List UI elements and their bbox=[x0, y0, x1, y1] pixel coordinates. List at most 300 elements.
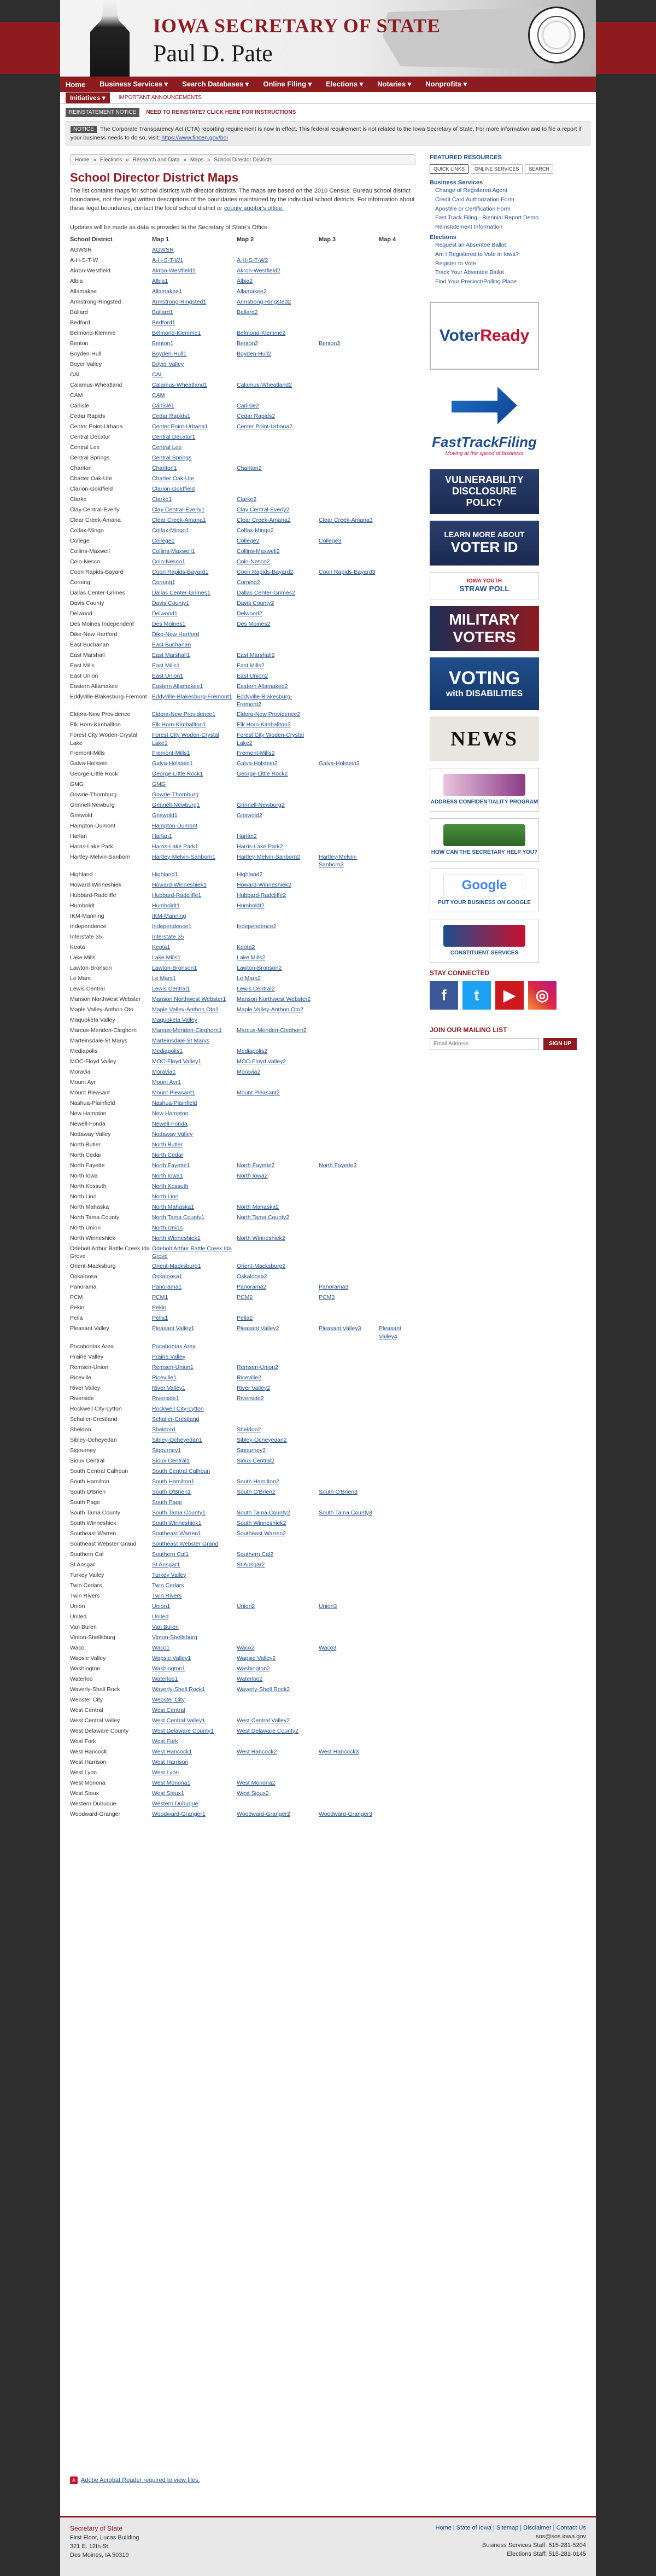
map-link[interactable]: Woodward-Granger3 bbox=[319, 1810, 372, 1817]
map-link[interactable] bbox=[319, 1592, 379, 1600]
map-link[interactable] bbox=[319, 631, 379, 639]
map-link[interactable]: Humboldt2 bbox=[237, 902, 265, 910]
map-link[interactable] bbox=[319, 1058, 379, 1066]
map-link[interactable] bbox=[379, 1727, 415, 1735]
map-link[interactable] bbox=[237, 1415, 319, 1424]
map-link[interactable] bbox=[379, 1467, 415, 1476]
map-link[interactable]: West Delaware County2 bbox=[237, 1727, 299, 1734]
map-link[interactable] bbox=[379, 693, 415, 708]
map-link[interactable]: Dike-New Hartford bbox=[152, 631, 200, 638]
map-link[interactable] bbox=[319, 1467, 379, 1476]
map-link[interactable]: East Marshall1 bbox=[152, 652, 190, 658]
map-link[interactable]: Central Springs bbox=[152, 454, 192, 461]
map-link[interactable] bbox=[319, 721, 379, 729]
map-link[interactable]: Riverside2 bbox=[237, 1395, 264, 1402]
map-link[interactable] bbox=[319, 1203, 379, 1211]
map-link[interactable]: Pleasant Valley3 bbox=[319, 1325, 361, 1332]
map-link[interactable]: Eldora-New Providence2 bbox=[237, 711, 301, 718]
map-link[interactable]: George-Little Rock2 bbox=[237, 770, 288, 777]
map-link[interactable] bbox=[379, 1016, 415, 1024]
map-link[interactable] bbox=[379, 1613, 415, 1621]
map-link[interactable] bbox=[379, 1068, 415, 1076]
map-link[interactable] bbox=[319, 1141, 379, 1149]
map-link[interactable]: Lake Mills2 bbox=[237, 954, 266, 961]
map-link[interactable] bbox=[319, 1120, 379, 1128]
map-link[interactable]: Mount Pleasant1 bbox=[152, 1089, 195, 1097]
map-link[interactable]: Akron-Westfield1 bbox=[152, 267, 196, 274]
map-link[interactable]: Lawton-Bronson1 bbox=[152, 965, 197, 972]
map-link[interactable] bbox=[379, 721, 415, 729]
map-link[interactable]: Dallas Center-Grimes1 bbox=[152, 590, 210, 596]
map-link[interactable] bbox=[379, 423, 415, 431]
map-link[interactable]: Chariton2 bbox=[237, 465, 262, 471]
map-link[interactable] bbox=[319, 1426, 379, 1434]
map-link[interactable]: Harlan2 bbox=[237, 832, 257, 840]
map-link[interactable]: Schaller-Crestland bbox=[152, 1415, 200, 1423]
youtube-icon[interactable]: ▶ bbox=[495, 981, 524, 1010]
map-link[interactable]: North Tama County1 bbox=[152, 1214, 205, 1221]
map-link[interactable]: Gowrie-Thornburg bbox=[152, 791, 199, 798]
map-link[interactable] bbox=[379, 1193, 415, 1201]
map-link[interactable] bbox=[379, 412, 415, 421]
map-link[interactable] bbox=[379, 433, 415, 441]
map-link[interactable] bbox=[379, 770, 415, 778]
map-link[interactable]: East Union1 bbox=[152, 673, 184, 679]
map-link[interactable]: Lawton-Bronson2 bbox=[237, 965, 282, 972]
map-link[interactable]: Riceville1 bbox=[152, 1374, 177, 1381]
map-link[interactable]: Highland2 bbox=[237, 871, 263, 878]
map-link[interactable] bbox=[319, 1172, 379, 1180]
map-link[interactable]: North Cedar bbox=[152, 1152, 184, 1159]
map-link[interactable]: West Central Valley1 bbox=[152, 1717, 206, 1724]
map-link[interactable] bbox=[319, 1447, 379, 1455]
map-link[interactable] bbox=[319, 547, 379, 556]
map-link[interactable] bbox=[319, 1384, 379, 1392]
facebook-icon[interactable]: f bbox=[430, 981, 458, 1010]
map-link[interactable] bbox=[379, 381, 415, 389]
map-link[interactable] bbox=[319, 791, 379, 799]
map-link[interactable] bbox=[237, 1634, 319, 1642]
map-link[interactable] bbox=[319, 1499, 379, 1507]
map-link[interactable] bbox=[237, 933, 319, 941]
map-link[interactable] bbox=[319, 1436, 379, 1444]
map-link[interactable] bbox=[237, 1467, 319, 1476]
map-link[interactable]: Clay Central-Everly1 bbox=[152, 506, 205, 513]
map-link[interactable]: Galva-Holstein2 bbox=[237, 760, 278, 767]
map-link[interactable] bbox=[379, 1800, 415, 1808]
map-link[interactable] bbox=[319, 1224, 379, 1232]
map-link[interactable] bbox=[379, 1779, 415, 1787]
map-link[interactable] bbox=[379, 1224, 415, 1232]
map-link[interactable] bbox=[379, 1006, 415, 1014]
map-link[interactable] bbox=[379, 1540, 415, 1548]
map-link[interactable] bbox=[379, 1343, 415, 1351]
map-link[interactable] bbox=[237, 360, 319, 369]
map-link[interactable]: Eddyville-Blakesburg-Fremont2 bbox=[237, 693, 292, 708]
map-link[interactable]: Maquoketa Valley bbox=[152, 1017, 197, 1024]
map-link[interactable] bbox=[237, 319, 319, 327]
map-link[interactable]: A-H-S-T-W2 bbox=[237, 257, 268, 264]
map-link[interactable]: Mediapolis2 bbox=[237, 1048, 268, 1055]
map-link[interactable] bbox=[319, 496, 379, 504]
map-link[interactable]: Benton1 bbox=[152, 340, 174, 347]
map-link[interactable]: Pleasant Valley2 bbox=[237, 1325, 279, 1332]
map-link[interactable]: Clarke2 bbox=[237, 496, 257, 503]
map-link[interactable] bbox=[319, 832, 379, 841]
map-link[interactable]: South Tama County1 bbox=[152, 1509, 206, 1516]
map-link[interactable] bbox=[319, 1561, 379, 1569]
map-link[interactable]: River Valley1 bbox=[152, 1384, 186, 1391]
map-link[interactable] bbox=[237, 1353, 319, 1361]
footer-links[interactable]: Home | State of Iowa | Sitemap | Disclaimer | Contact Us bbox=[435, 2525, 586, 2531]
map-link[interactable] bbox=[379, 1478, 415, 1486]
map-link[interactable]: Prairie Valley bbox=[152, 1353, 186, 1360]
map-link[interactable] bbox=[379, 516, 415, 524]
map-link[interactable]: College1 bbox=[152, 538, 175, 544]
map-link[interactable]: Grinnell-Newburg1 bbox=[152, 801, 200, 808]
map-link[interactable]: Pella1 bbox=[152, 1315, 168, 1322]
map-link[interactable] bbox=[379, 444, 415, 452]
map-link[interactable] bbox=[319, 1696, 379, 1704]
map-link[interactable]: Lewis Central1 bbox=[152, 986, 190, 993]
map-link[interactable] bbox=[319, 1758, 379, 1767]
map-link[interactable]: Cedar Rapids2 bbox=[237, 413, 276, 419]
map-link[interactable] bbox=[319, 1665, 379, 1673]
quick-link[interactable]: Request an Absentee Ballot bbox=[435, 241, 506, 248]
map-link[interactable] bbox=[379, 964, 415, 972]
map-link[interactable] bbox=[319, 1262, 379, 1270]
map-link[interactable] bbox=[379, 485, 415, 493]
map-link[interactable] bbox=[379, 710, 415, 719]
map-link[interactable] bbox=[237, 1800, 319, 1808]
map-link[interactable] bbox=[379, 1273, 415, 1281]
map-link[interactable] bbox=[319, 1540, 379, 1548]
map-link[interactable] bbox=[319, 402, 379, 410]
map-link[interactable] bbox=[379, 464, 415, 473]
map-link[interactable]: Harlan1 bbox=[152, 832, 172, 840]
map-link[interactable] bbox=[379, 1810, 415, 1819]
map-link[interactable]: Waco2 bbox=[237, 1644, 255, 1651]
map-link[interactable] bbox=[379, 871, 415, 879]
map-link[interactable] bbox=[237, 1110, 319, 1118]
map-link[interactable]: North Iowa2 bbox=[237, 1173, 268, 1180]
sign-up-button[interactable]: SIGN UP bbox=[543, 1038, 577, 1050]
nav-business-services[interactable]: Business Services ▾ bbox=[99, 80, 168, 88]
map-link[interactable] bbox=[379, 1561, 415, 1569]
map-link[interactable] bbox=[319, 433, 379, 441]
map-link[interactable]: Galva-Holstein3 bbox=[319, 760, 360, 767]
map-link[interactable]: Twin Rivers bbox=[152, 1592, 182, 1599]
map-link[interactable]: South O'Brien2 bbox=[237, 1488, 276, 1495]
map-link[interactable] bbox=[379, 1089, 415, 1097]
map-link[interactable]: Collins-Maxwell2 bbox=[237, 548, 280, 555]
map-link[interactable] bbox=[319, 257, 379, 265]
map-link[interactable]: Highland1 bbox=[152, 871, 178, 878]
map-link[interactable] bbox=[319, 381, 379, 389]
map-link[interactable] bbox=[379, 1130, 415, 1139]
map-link[interactable]: Union3 bbox=[319, 1602, 337, 1610]
map-link[interactable]: Eddyville-Blakesburg-Fremont1 bbox=[152, 693, 232, 700]
map-link[interactable] bbox=[379, 891, 415, 900]
map-link[interactable]: Galva-Holstein1 bbox=[152, 760, 193, 767]
map-link[interactable]: Sigourney2 bbox=[237, 1447, 266, 1454]
map-link[interactable]: West Hancock1 bbox=[152, 1748, 192, 1755]
map-link[interactable] bbox=[379, 1172, 415, 1180]
map-link[interactable] bbox=[379, 975, 415, 983]
map-link[interactable]: Independence2 bbox=[237, 923, 277, 930]
map-link[interactable]: West Central Valley2 bbox=[237, 1717, 290, 1724]
map-link[interactable] bbox=[379, 1790, 415, 1798]
map-link[interactable]: Sibley-Ocheyedan1 bbox=[152, 1436, 202, 1443]
map-link[interactable]: Cedar Rapids1 bbox=[152, 413, 191, 419]
map-link[interactable]: Hartley-Melvin-Sanborn3 bbox=[319, 853, 358, 868]
map-link[interactable] bbox=[237, 444, 319, 452]
map-link[interactable] bbox=[319, 1099, 379, 1108]
map-link[interactable] bbox=[379, 1283, 415, 1291]
map-link[interactable] bbox=[379, 1623, 415, 1631]
map-link[interactable] bbox=[319, 298, 379, 306]
map-link[interactable] bbox=[319, 749, 379, 757]
map-link[interactable]: Coon Rapids-Bayard1 bbox=[152, 569, 209, 575]
map-link[interactable] bbox=[379, 651, 415, 660]
map-link[interactable] bbox=[237, 246, 319, 254]
map-link[interactable]: Mount Ayr1 bbox=[152, 1079, 181, 1086]
map-link[interactable]: Riverside1 bbox=[152, 1395, 179, 1402]
map-link[interactable]: Marcus-Meriden-Cleghorn1 bbox=[152, 1027, 222, 1034]
map-link[interactable] bbox=[237, 631, 319, 639]
announcements-link[interactable]: IMPORTANT ANNOUNCEMENTS bbox=[118, 95, 202, 101]
nav-elections[interactable]: Elections ▾ bbox=[326, 80, 364, 88]
map-link[interactable] bbox=[319, 1245, 379, 1260]
map-link[interactable]: North Mahaska2 bbox=[237, 1204, 279, 1211]
footer-email[interactable]: sos@sos.iowa.gov bbox=[536, 2533, 586, 2540]
map-link[interactable] bbox=[237, 1696, 319, 1704]
map-link[interactable] bbox=[379, 340, 415, 348]
map-link[interactable]: Southeast Warren2 bbox=[237, 1530, 286, 1537]
map-link[interactable] bbox=[379, 1079, 415, 1087]
google-banner[interactable] bbox=[430, 869, 539, 912]
map-link[interactable] bbox=[379, 985, 415, 993]
map-link[interactable] bbox=[379, 257, 415, 265]
map-link[interactable] bbox=[319, 444, 379, 452]
map-link[interactable]: Griswold1 bbox=[152, 812, 178, 819]
voting-disabilities-banner[interactable] bbox=[430, 657, 539, 710]
map-link[interactable]: Delwood1 bbox=[152, 610, 178, 617]
map-link[interactable] bbox=[319, 1571, 379, 1580]
map-link[interactable]: West Hancock2 bbox=[237, 1748, 277, 1755]
map-link[interactable]: Akron-Westfield2 bbox=[237, 267, 280, 274]
map-link[interactable]: Oskaloosa2 bbox=[237, 1273, 267, 1280]
map-link[interactable]: Carlisle1 bbox=[152, 403, 174, 409]
map-link[interactable] bbox=[319, 1800, 379, 1808]
map-link[interactable] bbox=[319, 1613, 379, 1621]
map-link[interactable] bbox=[319, 454, 379, 462]
nav-nonprofits[interactable]: Nonprofits ▾ bbox=[425, 80, 467, 88]
map-link[interactable]: Southeast Webster Grand bbox=[152, 1540, 219, 1547]
map-link[interactable]: Van Buren bbox=[152, 1623, 179, 1630]
map-link[interactable] bbox=[319, 1079, 379, 1087]
quick-link[interactable]: Apostille or Certification Form bbox=[435, 205, 511, 212]
map-link[interactable]: East Mills1 bbox=[152, 662, 180, 669]
map-link[interactable] bbox=[379, 568, 415, 576]
map-link[interactable]: PCM1 bbox=[152, 1294, 168, 1301]
map-link[interactable]: Des Moines2 bbox=[237, 621, 271, 627]
quick-link[interactable]: Track Your Absentee Ballot bbox=[435, 269, 504, 276]
map-link[interactable] bbox=[379, 1530, 415, 1538]
map-link[interactable] bbox=[319, 770, 379, 778]
map-link[interactable]: Hampton-Dumont bbox=[152, 822, 197, 829]
map-link[interactable]: Corning1 bbox=[152, 579, 175, 586]
map-link[interactable]: Maple Valley-Anthon Oto2 bbox=[237, 1006, 303, 1013]
map-link[interactable] bbox=[379, 631, 415, 639]
map-link[interactable]: Forest City Woden-Crystal Lake1 bbox=[152, 732, 219, 747]
map-link[interactable]: Colfax-Mingo1 bbox=[152, 527, 189, 534]
map-link[interactable] bbox=[379, 350, 415, 358]
map-link[interactable] bbox=[319, 392, 379, 400]
map-link[interactable] bbox=[319, 1634, 379, 1642]
map-link[interactable]: Waterloo1 bbox=[152, 1675, 178, 1682]
map-link[interactable]: Benton3 bbox=[319, 340, 341, 347]
map-link[interactable]: Bedford1 bbox=[152, 319, 175, 326]
map-link[interactable] bbox=[237, 1099, 319, 1108]
map-link[interactable] bbox=[379, 1314, 415, 1322]
map-link[interactable] bbox=[379, 1203, 415, 1211]
map-link[interactable]: South O'Brien1 bbox=[152, 1488, 191, 1495]
map-link[interactable]: East Marshall2 bbox=[237, 652, 275, 658]
map-link[interactable] bbox=[319, 964, 379, 972]
map-link[interactable] bbox=[319, 1405, 379, 1413]
map-link[interactable] bbox=[379, 881, 415, 889]
map-link[interactable] bbox=[319, 641, 379, 649]
map-link[interactable]: Belmond-Klemme1 bbox=[152, 330, 201, 336]
map-link[interactable] bbox=[379, 1304, 415, 1312]
map-link[interactable] bbox=[319, 475, 379, 483]
map-link[interactable] bbox=[379, 954, 415, 962]
map-link[interactable] bbox=[319, 1016, 379, 1024]
map-link[interactable] bbox=[237, 1245, 319, 1260]
map-link[interactable] bbox=[319, 1457, 379, 1465]
map-link[interactable] bbox=[319, 599, 379, 608]
map-link[interactable]: Howard-Winneshiek2 bbox=[237, 882, 291, 889]
map-link[interactable]: New Hampton bbox=[152, 1110, 189, 1117]
news-banner[interactable]: NEWS bbox=[430, 716, 539, 761]
map-link[interactable] bbox=[379, 1769, 415, 1777]
map-link[interactable]: South Central Calhoun bbox=[152, 1467, 210, 1475]
map-link[interactable]: South O'Brien3 bbox=[319, 1488, 358, 1495]
map-link[interactable] bbox=[319, 1415, 379, 1424]
map-link[interactable]: Moravia1 bbox=[152, 1069, 176, 1076]
map-link[interactable] bbox=[379, 902, 415, 910]
map-link[interactable]: Davis County1 bbox=[152, 600, 190, 607]
map-link[interactable]: Pleasant Valley1 bbox=[152, 1325, 195, 1332]
map-link[interactable] bbox=[319, 423, 379, 431]
nav-online-filing[interactable]: Online Filing ▾ bbox=[263, 80, 312, 88]
map-link[interactable]: Moravia2 bbox=[237, 1069, 261, 1076]
map-link[interactable] bbox=[379, 683, 415, 691]
map-link[interactable]: Sioux Central2 bbox=[237, 1457, 274, 1464]
map-link[interactable] bbox=[379, 812, 415, 820]
quick-link[interactable]: Fast Track Filing - Biennial Report Demo bbox=[435, 214, 539, 222]
map-link[interactable] bbox=[379, 1141, 415, 1149]
map-link[interactable]: Lewis Central2 bbox=[237, 986, 275, 993]
map-link[interactable]: Howard-Winneshiek1 bbox=[152, 882, 207, 889]
map-link[interactable] bbox=[379, 1234, 415, 1243]
map-link[interactable] bbox=[379, 1717, 415, 1725]
map-link[interactable] bbox=[237, 371, 319, 379]
map-link[interactable]: North Linn bbox=[152, 1193, 179, 1200]
map-link[interactable]: Manson Northwest Webster2 bbox=[237, 996, 311, 1003]
straw-poll-banner[interactable] bbox=[430, 572, 539, 599]
map-link[interactable]: Colo-Nesco1 bbox=[152, 558, 185, 565]
map-link[interactable] bbox=[237, 1079, 319, 1087]
map-link[interactable]: Washington1 bbox=[152, 1665, 185, 1672]
map-link[interactable] bbox=[237, 1120, 319, 1128]
map-link[interactable]: South Hamilton2 bbox=[237, 1478, 279, 1485]
map-link[interactable] bbox=[319, 1182, 379, 1191]
map-link[interactable]: Clay Central-Everly2 bbox=[237, 506, 290, 513]
map-link[interactable] bbox=[319, 1675, 379, 1683]
map-link[interactable] bbox=[319, 1706, 379, 1715]
quick-link[interactable]: Change of Registered Agent bbox=[435, 187, 507, 194]
map-link[interactable] bbox=[237, 912, 319, 920]
map-link[interactable] bbox=[319, 1717, 379, 1725]
map-link[interactable] bbox=[379, 1099, 415, 1108]
map-link[interactable]: West Fork bbox=[152, 1738, 178, 1745]
map-link[interactable] bbox=[379, 1262, 415, 1270]
map-link[interactable] bbox=[379, 995, 415, 1004]
map-link[interactable] bbox=[379, 610, 415, 618]
map-link[interactable] bbox=[379, 1162, 415, 1170]
map-link[interactable]: West Lyon bbox=[152, 1769, 179, 1776]
nav-search-databases[interactable]: Search Databases ▾ bbox=[182, 80, 249, 88]
map-link[interactable]: Webster City bbox=[152, 1696, 185, 1703]
twitter-icon[interactable]: t bbox=[462, 981, 491, 1010]
map-link[interactable]: Lake Mills1 bbox=[152, 954, 181, 961]
map-link[interactable]: Charter Oak-Ute bbox=[152, 475, 195, 482]
map-link[interactable] bbox=[319, 246, 379, 254]
acp-banner[interactable] bbox=[430, 768, 539, 812]
map-link[interactable]: GMG bbox=[152, 780, 166, 788]
map-link[interactable]: Clear Creek-Amana3 bbox=[319, 517, 373, 523]
map-link[interactable]: Maple Valley-Anthon Oto1 bbox=[152, 1006, 219, 1013]
map-link[interactable]: North Iowa1 bbox=[152, 1173, 183, 1180]
map-link[interactable] bbox=[319, 822, 379, 830]
map-link[interactable] bbox=[237, 1141, 319, 1149]
map-link[interactable]: Eastern Allamakee1 bbox=[152, 683, 203, 690]
map-link[interactable] bbox=[319, 881, 379, 889]
map-link[interactable]: West Hancock3 bbox=[319, 1748, 359, 1755]
map-link[interactable] bbox=[319, 412, 379, 421]
banner-name[interactable]: Paul D. Pate bbox=[153, 40, 273, 67]
map-link[interactable] bbox=[319, 1654, 379, 1663]
map-link[interactable] bbox=[237, 1499, 319, 1507]
map-link[interactable] bbox=[379, 1488, 415, 1496]
map-link[interactable] bbox=[379, 1436, 415, 1444]
map-link[interactable]: Clarke1 bbox=[152, 496, 172, 503]
map-link[interactable]: Eastern Allamakee2 bbox=[237, 683, 288, 690]
map-link[interactable]: Independence1 bbox=[152, 923, 192, 930]
map-link[interactable]: Sibley-Ocheyedan2 bbox=[237, 1436, 287, 1443]
map-link[interactable] bbox=[319, 662, 379, 670]
map-link[interactable] bbox=[379, 933, 415, 941]
map-link[interactable] bbox=[319, 506, 379, 514]
map-link[interactable] bbox=[319, 1037, 379, 1045]
quick-link[interactable]: Find Your Precinct/Polling Place bbox=[435, 278, 517, 285]
map-link[interactable] bbox=[379, 1037, 415, 1045]
map-link[interactable] bbox=[237, 1224, 319, 1232]
quick-link[interactable]: Am I Registered to Vote in Iowa? bbox=[435, 250, 519, 258]
map-link[interactable] bbox=[379, 1353, 415, 1361]
